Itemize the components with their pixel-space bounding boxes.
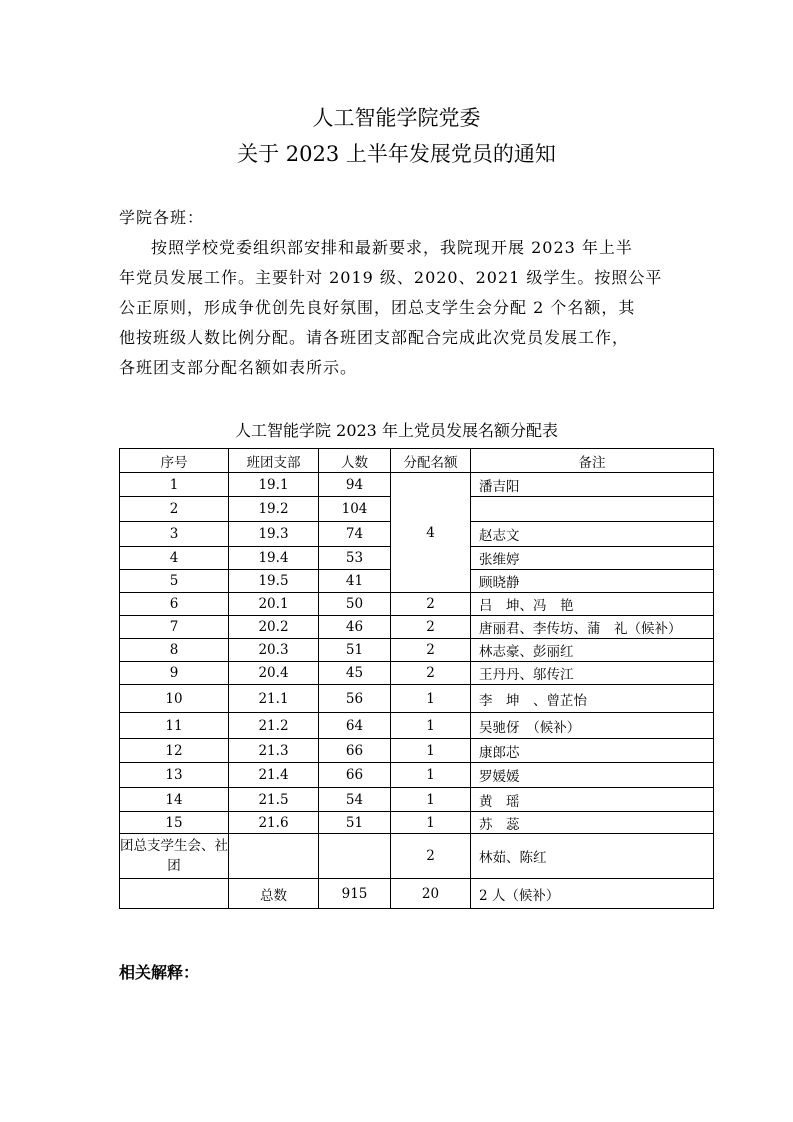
body-line: 他按班级人数比例分配。请各班团支部配合完成此次党员发展工作， [119, 328, 630, 347]
total-row [120, 879, 714, 909]
note-cell: 林茹、陈红 [471, 834, 714, 879]
branch-cell: 21.3 [229, 739, 319, 763]
branch-cell: 21.1 [229, 685, 319, 713]
body-line: 按照学校党委组织部安排和最新要求，我院现开展 2023 年上半 [151, 238, 633, 257]
table-header-row [120, 449, 714, 473]
row-number: 1 [120, 473, 229, 497]
quota-cell: 1 [391, 812, 471, 834]
note-cell: 吕 坤、冯 艳 [471, 593, 714, 616]
note-cell: 唐丽君、李传坊、蒲 礼（候补） [471, 616, 714, 639]
table-row [120, 662, 714, 685]
header-cell: 备注 [471, 449, 714, 473]
quota-cell: 2 [391, 593, 471, 616]
table-row [120, 788, 714, 812]
note-cell: 李 坤 、曾芷怡 [471, 685, 714, 713]
branch-cell: 19.4 [229, 547, 319, 570]
table-row [120, 763, 714, 788]
note-cell: 罗媛媛 [471, 763, 714, 788]
branch-cell: 20.3 [229, 639, 319, 662]
header-cell: 班团支部 [229, 449, 319, 473]
row-number: 14 [120, 788, 229, 812]
blank-cell [120, 879, 229, 909]
table-row [120, 812, 714, 834]
row-number: 11 [120, 713, 229, 739]
table-row [120, 616, 714, 639]
header-cell: 人数 [319, 449, 391, 473]
table-row [120, 713, 714, 739]
total-note: 2 人（候补） [471, 879, 714, 909]
quota-cell: 2 [391, 639, 471, 662]
total-count: 915 [319, 879, 391, 909]
row-number: 4 [120, 547, 229, 570]
quota-cell: 4 [391, 473, 471, 593]
total-quota: 20 [391, 879, 471, 909]
table-row [120, 473, 714, 497]
row-number: 2 [120, 497, 229, 522]
count-cell: 66 [319, 739, 391, 763]
note-cell: 王丹丹、邬传江 [471, 662, 714, 685]
header-cell: 序号 [120, 449, 229, 473]
row-number: 9 [120, 662, 229, 685]
row-number: 7 [120, 616, 229, 639]
count-cell: 94 [319, 473, 391, 497]
body-line: 各班团支部分配名额如表所示。 [119, 358, 358, 377]
row-number: 8 [120, 639, 229, 662]
note-cell: 潘吉阳 [471, 473, 714, 497]
count-cell: 41 [319, 570, 391, 593]
branch-cell: 21.6 [229, 812, 319, 834]
note-cell: 吴驰伢 （候补） [471, 713, 714, 739]
count-cell: 46 [319, 616, 391, 639]
total-label: 总数 [229, 879, 319, 909]
header-cell: 分配名额 [391, 449, 471, 473]
count-cell: 54 [319, 788, 391, 812]
body-paragraph [119, 233, 719, 383]
branch-cell: 20.2 [229, 616, 319, 639]
branch-cell: 21.2 [229, 713, 319, 739]
title-line-1: 人工智能学院党委 [312, 106, 481, 130]
table-row [120, 593, 714, 616]
count-cell: 50 [319, 593, 391, 616]
row-number: 12 [120, 739, 229, 763]
note-cell: 康郎芯 [471, 739, 714, 763]
quota-cell: 1 [391, 763, 471, 788]
table-row [120, 739, 714, 763]
note-cell: 顾晓静 [471, 570, 714, 593]
branch-cell: 20.4 [229, 662, 319, 685]
row-number: 3 [120, 522, 229, 547]
quota-cell: 1 [391, 713, 471, 739]
quota-table [119, 448, 714, 909]
quota-cell: 2 [391, 616, 471, 639]
count-cell: 64 [319, 713, 391, 739]
branch-cell [229, 834, 319, 879]
branch-cell: 21.4 [229, 763, 319, 788]
table-row [120, 639, 714, 662]
count-cell: 56 [319, 685, 391, 713]
branch-cell: 19.3 [229, 522, 319, 547]
count-cell: 51 [319, 639, 391, 662]
count-cell: 104 [319, 497, 391, 522]
table-row [120, 685, 714, 713]
note-cell: 苏 蕊 [471, 812, 714, 834]
note-cell: 张维婷 [471, 547, 714, 570]
footer-heading: 相关解释： [119, 963, 200, 982]
count-cell: 45 [319, 662, 391, 685]
count-cell: 51 [319, 812, 391, 834]
quota-cell: 1 [391, 788, 471, 812]
quota-cell: 1 [391, 739, 471, 763]
table-caption: 人工智能学院 2023 年上党员发展名额分配表 [235, 421, 558, 440]
table-row [120, 834, 714, 879]
row-number: 6 [120, 593, 229, 616]
count-cell [319, 834, 391, 879]
branch-cell: 20.1 [229, 593, 319, 616]
row-number: 10 [120, 685, 229, 713]
row-number: 团总支学生会、社团 [120, 834, 229, 879]
branch-cell: 21.5 [229, 788, 319, 812]
salutation: 学院各班： [119, 208, 205, 227]
body-line: 年党员发展工作。主要针对 2019 级、2020、2021 级学生。按照公平 [119, 268, 663, 287]
count-cell: 53 [319, 547, 391, 570]
quota-cell: 2 [391, 662, 471, 685]
count-cell: 66 [319, 763, 391, 788]
note-cell: 林志豪、彭丽红 [471, 639, 714, 662]
note-cell: 赵志文 [471, 522, 714, 547]
branch-cell: 19.5 [229, 570, 319, 593]
note-cell [471, 497, 714, 522]
body-line: 公正原则，形成争优创先良好氛围，团总支学生会分配 2 个名额，其 [119, 298, 636, 317]
row-number: 5 [120, 570, 229, 593]
row-number: 15 [120, 812, 229, 834]
count-cell: 74 [319, 522, 391, 547]
note-cell: 黄 瑶 [471, 788, 714, 812]
row-number: 13 [120, 763, 229, 788]
quota-cell: 2 [391, 834, 471, 879]
branch-cell: 19.1 [229, 473, 319, 497]
title-line-2: 关于 2023 上半年发展党员的通知 [237, 142, 556, 166]
branch-cell: 19.2 [229, 497, 319, 522]
quota-cell: 1 [391, 685, 471, 713]
